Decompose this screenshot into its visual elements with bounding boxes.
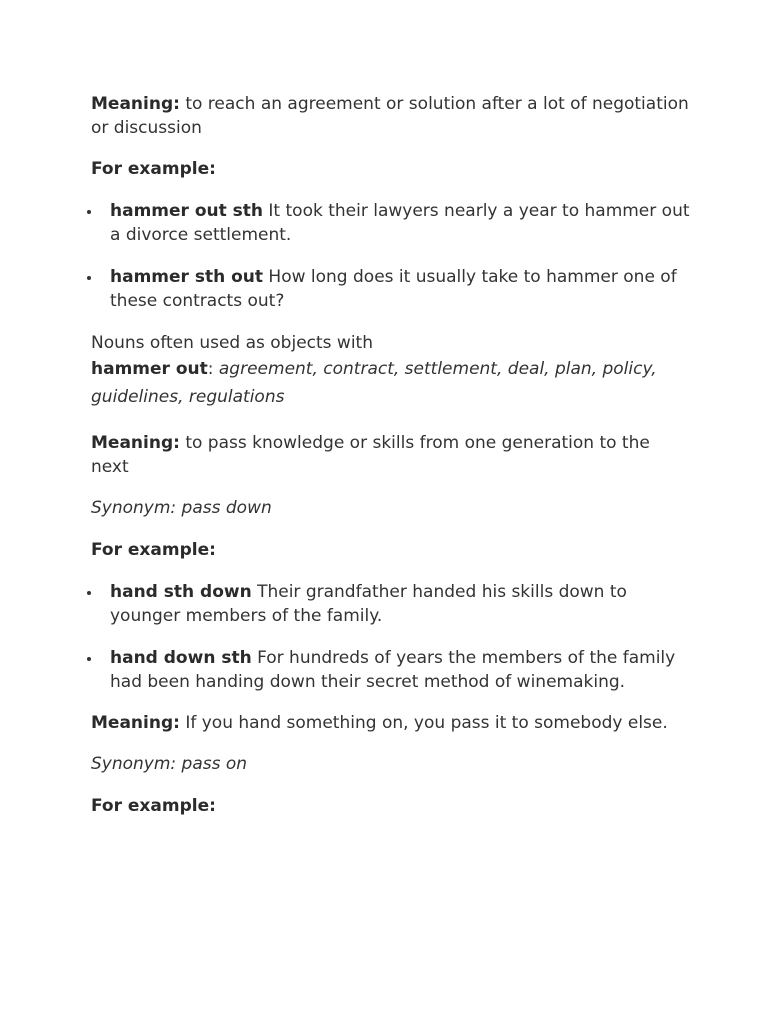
example-sentence: How long does it usually take to hammer one of these contracts out? [110, 267, 677, 311]
example-list [91, 199, 691, 313]
nouns-block [91, 331, 691, 411]
meaning-paragraph [91, 92, 691, 140]
for-example-label: For example: [91, 796, 216, 816]
for-example-label: For example: [91, 540, 216, 560]
example-item [91, 646, 691, 694]
dictionary-page [91, 92, 691, 818]
meaning-label: Meaning: [91, 433, 180, 453]
nouns-phrase: hammer out [91, 359, 208, 379]
meaning-paragraph [91, 711, 691, 735]
example-list [91, 580, 691, 694]
example-item [91, 265, 691, 313]
meaning-text: If you hand something on, you pass it to somebody else. [185, 713, 668, 733]
example-item [91, 580, 691, 628]
meaning-text: to pass knowledge or skills from one generation to the next [91, 433, 650, 477]
example-term: hammer out sth [110, 201, 264, 221]
example-item [91, 199, 691, 247]
example-sentence: It took their lawyers nearly a year to hammer out a divorce settlement. [110, 201, 690, 245]
meaning-paragraph [91, 431, 691, 479]
example-term: hand sth down [110, 582, 252, 602]
nouns-list-line [91, 355, 691, 411]
synonym-line: Synonym: pass on [91, 754, 248, 774]
example-term: hand down sth [110, 648, 252, 668]
meaning-text: to reach an agreement or solution after a lot of negotiation or discussion [91, 94, 689, 138]
example-sentence: For hundreds of years the members of the family had been handing down their secret method of winemaking. [110, 648, 676, 692]
for-example-label: For example: [91, 159, 216, 179]
meaning-label: Meaning: [91, 713, 180, 733]
nouns-list: agreement, contract, settlement, deal, plan, policy, guidelines, regulations [91, 359, 657, 407]
example-sentence: Their grandfather handed his skills down to younger members of the family. [110, 582, 627, 626]
nouns-intro: Nouns often used as objects with [91, 333, 373, 353]
synonym-line: Synonym: pass down [91, 498, 272, 518]
example-term: hammer sth out [110, 267, 264, 287]
nouns-colon: : [207, 359, 214, 379]
meaning-label: Meaning: [91, 94, 180, 114]
